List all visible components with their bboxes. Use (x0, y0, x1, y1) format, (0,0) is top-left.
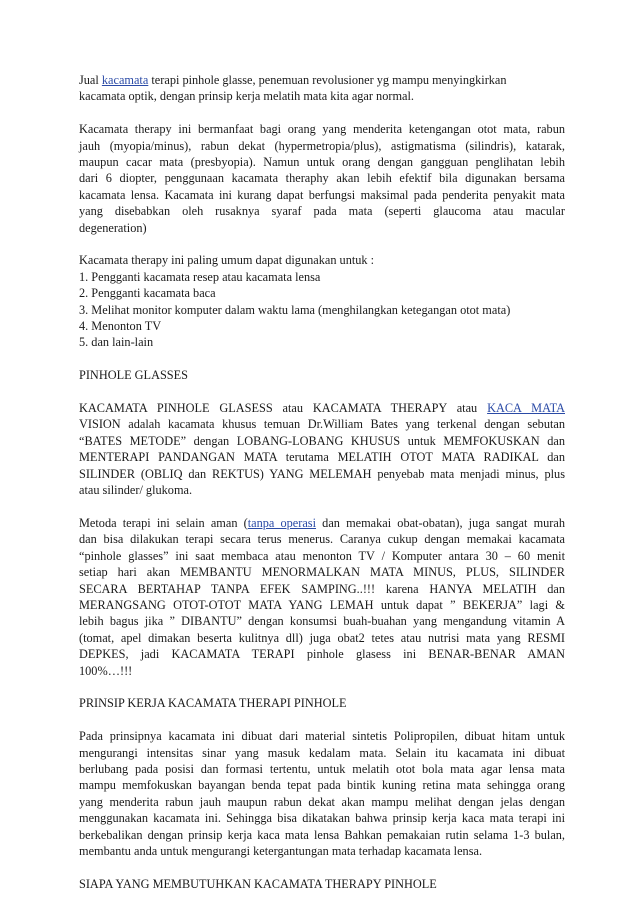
text-line (79, 285, 565, 301)
text-line (79, 154, 565, 170)
paragraph (79, 367, 565, 383)
text-line (79, 170, 565, 186)
text-segment: “pinhole glasses” ini saat membaca atau menonton TV / Komputer antara 30 – 60 menit (79, 548, 565, 563)
inline-link[interactable]: kacamata (101, 73, 149, 87)
text-line (79, 220, 565, 236)
text-segment: 3. Melihat monitor komputer dalam waktu lama (menghilangkan ketegangan otot mata) (79, 302, 511, 317)
text-line (79, 416, 565, 432)
text-line (79, 827, 565, 843)
text-line (79, 400, 565, 416)
text-line (79, 72, 565, 88)
text-line (79, 449, 565, 465)
paragraph (79, 695, 565, 711)
document-body (79, 72, 565, 909)
text-line (79, 728, 565, 744)
text-line (79, 745, 565, 761)
text-segment: dan memakai obat-obatan), juga sangat murah (316, 515, 565, 530)
text-line (79, 269, 565, 285)
text-segment: “BATES METODE” dengan LOBANG-LOBANG KHUSUS untuk MEMFOKUSKAN dan (79, 433, 565, 448)
text-segment: mampu memfokuskan bayangan benda tepat pada bintik kuning retina mata sehingga orang (79, 778, 565, 793)
paragraph (79, 72, 565, 105)
paragraph (79, 400, 565, 498)
text-line (79, 515, 565, 531)
text-line (79, 302, 565, 318)
paragraph (79, 252, 565, 350)
text-line (79, 597, 565, 613)
text-segment: menggunakan kacamata ini. Sehingga bisa dikatakan bahwa prinsip kerja kaca mata terapi ini (79, 811, 565, 826)
text-segment: lebih bagus jika ” DIBANTU” dengan konsumsi buah-buahan yang mengandung vitamin A (79, 614, 565, 629)
text-line (79, 564, 565, 580)
text-line (79, 252, 565, 268)
text-segment: 1. Pengganti kacamata resep atau kacamata lensa (79, 269, 321, 284)
paragraph (79, 728, 565, 859)
text-segment: 100%…!!! (79, 663, 133, 678)
text-line (79, 876, 565, 892)
text-line (79, 646, 565, 662)
text-line (79, 810, 565, 826)
text-line (79, 761, 565, 777)
text-line (79, 695, 565, 711)
text-segment: Kacamata therapy ini bermanfaat bagi orang yang menderita ketengangan otot mata, rabun (79, 122, 565, 137)
text-segment: MENTERAPI PANDANGAN MATA terutama MELATIH OTOT MATA RADIKAL dan (79, 450, 565, 465)
text-segment: (tomat, apel dimakan beserta kulitnya dll) juga obat2 tetes atau nutrisi mata yang RESMI (79, 630, 565, 645)
text-line (79, 482, 565, 498)
text-segment: terapi pinhole glasse, penemuan revolusioner yg mampu menyingkirkan (148, 73, 507, 87)
text-segment: 2. Pengganti kacamata baca (79, 286, 216, 301)
text-segment: berkebalikan dengan prinsip kerja kaca mata lensa Bahkan pemakaian rutin selama 1-3 bulan, (79, 827, 565, 842)
paragraph (79, 876, 565, 892)
text-line (79, 138, 565, 154)
text-line (79, 777, 565, 793)
text-segment: KACAMATA PINHOLE GLASESS atau KACAMATA THERAPY atau (79, 401, 488, 416)
text-line (79, 121, 565, 137)
text-line (79, 581, 565, 597)
paragraph (79, 121, 565, 236)
text-segment: SECARA BERTAHAP TANPA EFEK SAMPING..!!! karena HANYA MELATIH dan (79, 581, 565, 596)
text-segment: kacamata optik, dengan prinsip kerja melatih mata kita agar normal. (79, 89, 414, 104)
paragraph (79, 515, 565, 679)
text-segment: maupun cacar mata (presbyopia). Namun untuk orang dengan gangguan penglihatan lebih (79, 155, 565, 170)
text-line (79, 203, 565, 219)
text-segment: MERANGSANG OTOT-OTOT MATA YANG LEMAH untuk dapat ” BEKERJA” lagi & (79, 597, 565, 612)
text-segment: PRINSIP KERJA KACAMATA THERAPI PINHOLE (79, 696, 347, 711)
text-segment: jauh (myopia/minus), rabun dekat (hypermetropia/plus), astigmatisma (silindris), katarak, (79, 138, 565, 153)
text-line (79, 187, 565, 203)
text-segment: Metoda terapi ini selain aman ( (79, 515, 248, 530)
text-segment: 5. dan lain-lain (79, 335, 154, 350)
text-segment: mengurangi intensitas sinar yang masuk kedalam mata. Selain itu kacamata ini dibuat (79, 745, 565, 760)
text-line (79, 663, 565, 679)
text-line (79, 334, 565, 350)
text-segment: berlubang pada posisi dan formasi tertentu, untuk melatih otot bola mata agar lensa mata (79, 761, 565, 776)
text-segment: SILINDER (OBLIQ dan REKTUS) YANG MELEMAH penyebab mata menjadi minus, plus (79, 466, 565, 481)
text-segment: kacamata lensa. Kacamata ini kurang dapat berfungsi maksimal pada penderita penyakit mata (79, 187, 565, 202)
text-segment: Jual (79, 73, 102, 87)
text-line (79, 794, 565, 810)
text-segment: atau silinder/ glukoma. (79, 483, 193, 498)
text-line (79, 88, 565, 104)
text-segment: yang disebabkan oleh rusaknya syaraf pada mata (seperti glaucoma atau macular (79, 204, 565, 219)
text-segment: SIAPA YANG MEMBUTUHKAN KACAMATA THERAPY PINHOLE (79, 876, 437, 891)
text-segment: dari 6 diopter, penggunaan kacamata theraphy akan lebih efektif bila digunakan bersama (79, 171, 565, 186)
text-line (79, 531, 565, 547)
text-segment: VISION adalah kacamata khusus temuan Dr.William Bates yang terkenal dengan sebutan (79, 417, 565, 432)
text-segment: dan bisa dilakukan terapi secara terus menerus. Caranya cukup dengan memakai kacamata (79, 532, 565, 547)
text-line (79, 548, 565, 564)
text-segment: yang menderita rabun jauh maupun rabun dekat akan mampu melihat dengan jelas dengan (79, 794, 565, 809)
text-line (79, 466, 565, 482)
text-segment: Kacamata therapy ini paling umum dapat digunakan untuk : (79, 253, 375, 268)
text-line (79, 843, 565, 859)
text-segment: PINHOLE GLASSES (79, 368, 188, 383)
text-segment: setiap hari akan MEMBANTU MENORMALKAN MATA MINUS, PLUS, SILINDER (79, 565, 565, 580)
text-line (79, 630, 565, 646)
text-segment: 4. Menonton TV (79, 319, 162, 334)
text-line (79, 613, 565, 629)
inline-link[interactable]: tanpa operasi (247, 515, 317, 530)
text-segment: DEPKES, jadi KACAMATA TERAPI pinhole glasess ini BENAR-BENAR AMAN (79, 647, 565, 662)
text-line (79, 318, 565, 334)
text-segment: Pada prinsipnya kacamata ini dibuat dari material sintetis Polipropilen, dibuat hitam untuk (79, 729, 565, 744)
text-line (79, 367, 565, 383)
text-line (79, 433, 565, 449)
inline-link[interactable]: KACA MATA (487, 401, 565, 416)
text-segment: degeneration) (79, 220, 147, 235)
text-segment: membantu anda untuk mengurangi ketergantungan mata terhadap kacamata lensa. (79, 843, 483, 858)
